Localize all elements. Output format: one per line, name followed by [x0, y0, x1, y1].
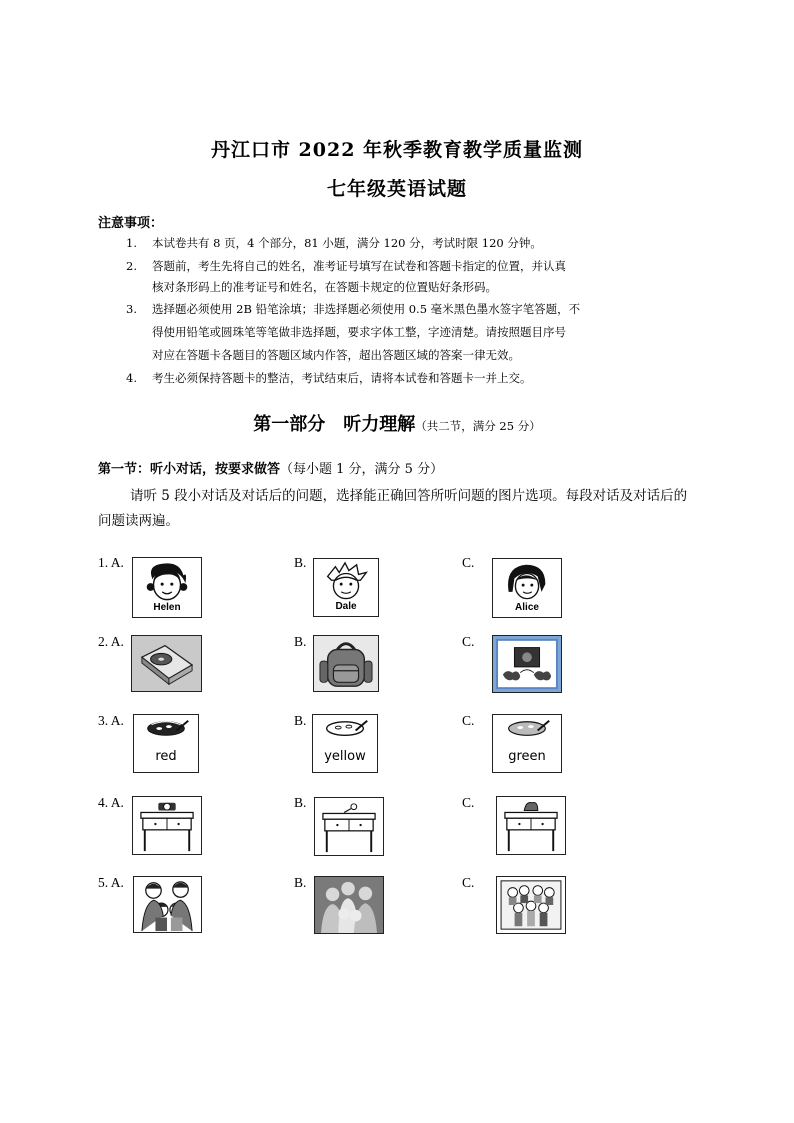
part1-note: （共二节，满分 25 分） — [415, 419, 541, 433]
notice-item-1 — [126, 236, 542, 251]
q5-option-b-label: B. — [294, 875, 307, 890]
question-3-number: 3. A. — [98, 713, 124, 728]
section1-title: 第一节：听小对话，按要求做答 — [98, 462, 281, 477]
notice-heading: 注意事项： — [98, 216, 164, 231]
notice-item-2 — [126, 259, 566, 274]
picture-caption: Dale — [335, 601, 357, 612]
notice-line: 核对条形码上的准考证号和姓名，在答题卡规定的位置贴好条形码。 — [152, 280, 497, 294]
notice-number: 1. — [126, 236, 137, 250]
q4-option-c-picture[interactable] — [496, 796, 566, 855]
q4-option-b-picture[interactable] — [314, 797, 384, 856]
question-1-number: 1. A. — [98, 555, 124, 570]
q2-option-b-picture[interactable] — [313, 635, 379, 692]
q3-option-b-picture[interactable] — [312, 714, 378, 773]
backpack-icon — [314, 636, 378, 691]
notice-line: 得使用铅笔或圆珠笔等笔做非选择题，要求字体工整，字迹清楚。请按照题目序号 — [152, 325, 566, 339]
q5-option-c-picture[interactable] — [496, 876, 566, 934]
notice-line: 考生必须保持答题卡的整洁，考试结束后，请将本试卷和答题卡一并上交。 — [152, 371, 532, 385]
q4-option-a-picture[interactable] — [132, 796, 202, 855]
notice-number: 2. — [126, 259, 137, 273]
q2-option-c-label: C. — [462, 634, 475, 649]
notice-line: 对应在答题卡各题目的答题区域内作答，超出答题区域的答案一律无效。 — [152, 348, 520, 362]
picture-caption: red — [155, 749, 177, 764]
q1-option-b-picture[interactable] — [313, 558, 379, 617]
game-console-icon — [493, 636, 561, 692]
q3-option-c-label: C. — [462, 713, 475, 728]
desk-icon — [133, 797, 201, 854]
part1-title: 第一部分 听力理解 — [253, 414, 416, 435]
q5-option-c-label: C. — [462, 875, 475, 890]
cd-player-icon — [132, 636, 201, 691]
picture-caption: green — [508, 749, 546, 764]
section1-heading — [98, 458, 443, 477]
notice-line: 答题前，考生先将自己的姓名，准考证号填写在试卷和答题卡指定的位置，并认真 — [152, 259, 566, 273]
q1-option-a-picture[interactable] — [132, 557, 202, 618]
q1-option-c-picture[interactable] — [492, 558, 562, 618]
q2-option-c-picture[interactable] — [492, 635, 562, 693]
q5-option-b-picture[interactable] — [314, 876, 384, 934]
desk-icon — [497, 797, 565, 854]
notice-number: 3. — [126, 302, 137, 316]
q3-option-a-picture[interactable] — [133, 714, 199, 773]
q2-option-b-label: B. — [294, 634, 307, 649]
q3-option-b-label: B. — [294, 713, 307, 728]
notice-line: 本试卷共有 8 页，4 个部分，81 小题，满分 120 分，考试时限 120 分钟。 — [152, 236, 542, 250]
notice-item-3 — [126, 302, 580, 317]
q3-option-c-picture[interactable] — [492, 714, 562, 773]
part1-heading — [0, 410, 794, 436]
exam-title: 丹江口市 2022 年秋季教育教学质量监测 — [210, 139, 584, 161]
picture-caption: Helen — [153, 602, 181, 613]
q5-option-a-picture[interactable] — [133, 876, 202, 933]
question-2-number: 2. A. — [98, 634, 124, 649]
q1-option-b-label: B. — [294, 555, 307, 570]
family-photo-icon — [315, 877, 383, 933]
notice-line: 选择题必须使用 2B 铅笔涂填；非选择题必须使用 0.5 毫米黑色墨水签字笔答题，不 — [152, 302, 581, 316]
q4-option-c-label: C. — [462, 795, 475, 810]
desk-icon — [315, 798, 383, 855]
family-drawing-icon — [497, 877, 565, 933]
question-4-number: 4. A. — [98, 795, 124, 810]
notice-item-4 — [126, 371, 532, 386]
family-cartoon-icon — [134, 877, 201, 932]
section1-instruction: 请听 5 段小对话及对话后的问题，选择能正确回答所听问题的图片选项。每段对话及对话后的问题读两遍。 — [98, 488, 688, 529]
notice-number: 4. — [126, 371, 137, 385]
question-5-number: 5. A. — [98, 875, 124, 890]
q1-option-c-label: C. — [462, 555, 475, 570]
q2-option-a-picture[interactable] — [131, 635, 202, 692]
exam-subtitle: 七年级英语试题 — [326, 178, 467, 200]
picture-caption: Alice — [515, 602, 539, 613]
q4-option-b-label: B. — [294, 795, 307, 810]
section1-score: （每小题 1 分，满分 5 分） — [280, 462, 444, 477]
picture-caption: yellow — [324, 749, 366, 764]
